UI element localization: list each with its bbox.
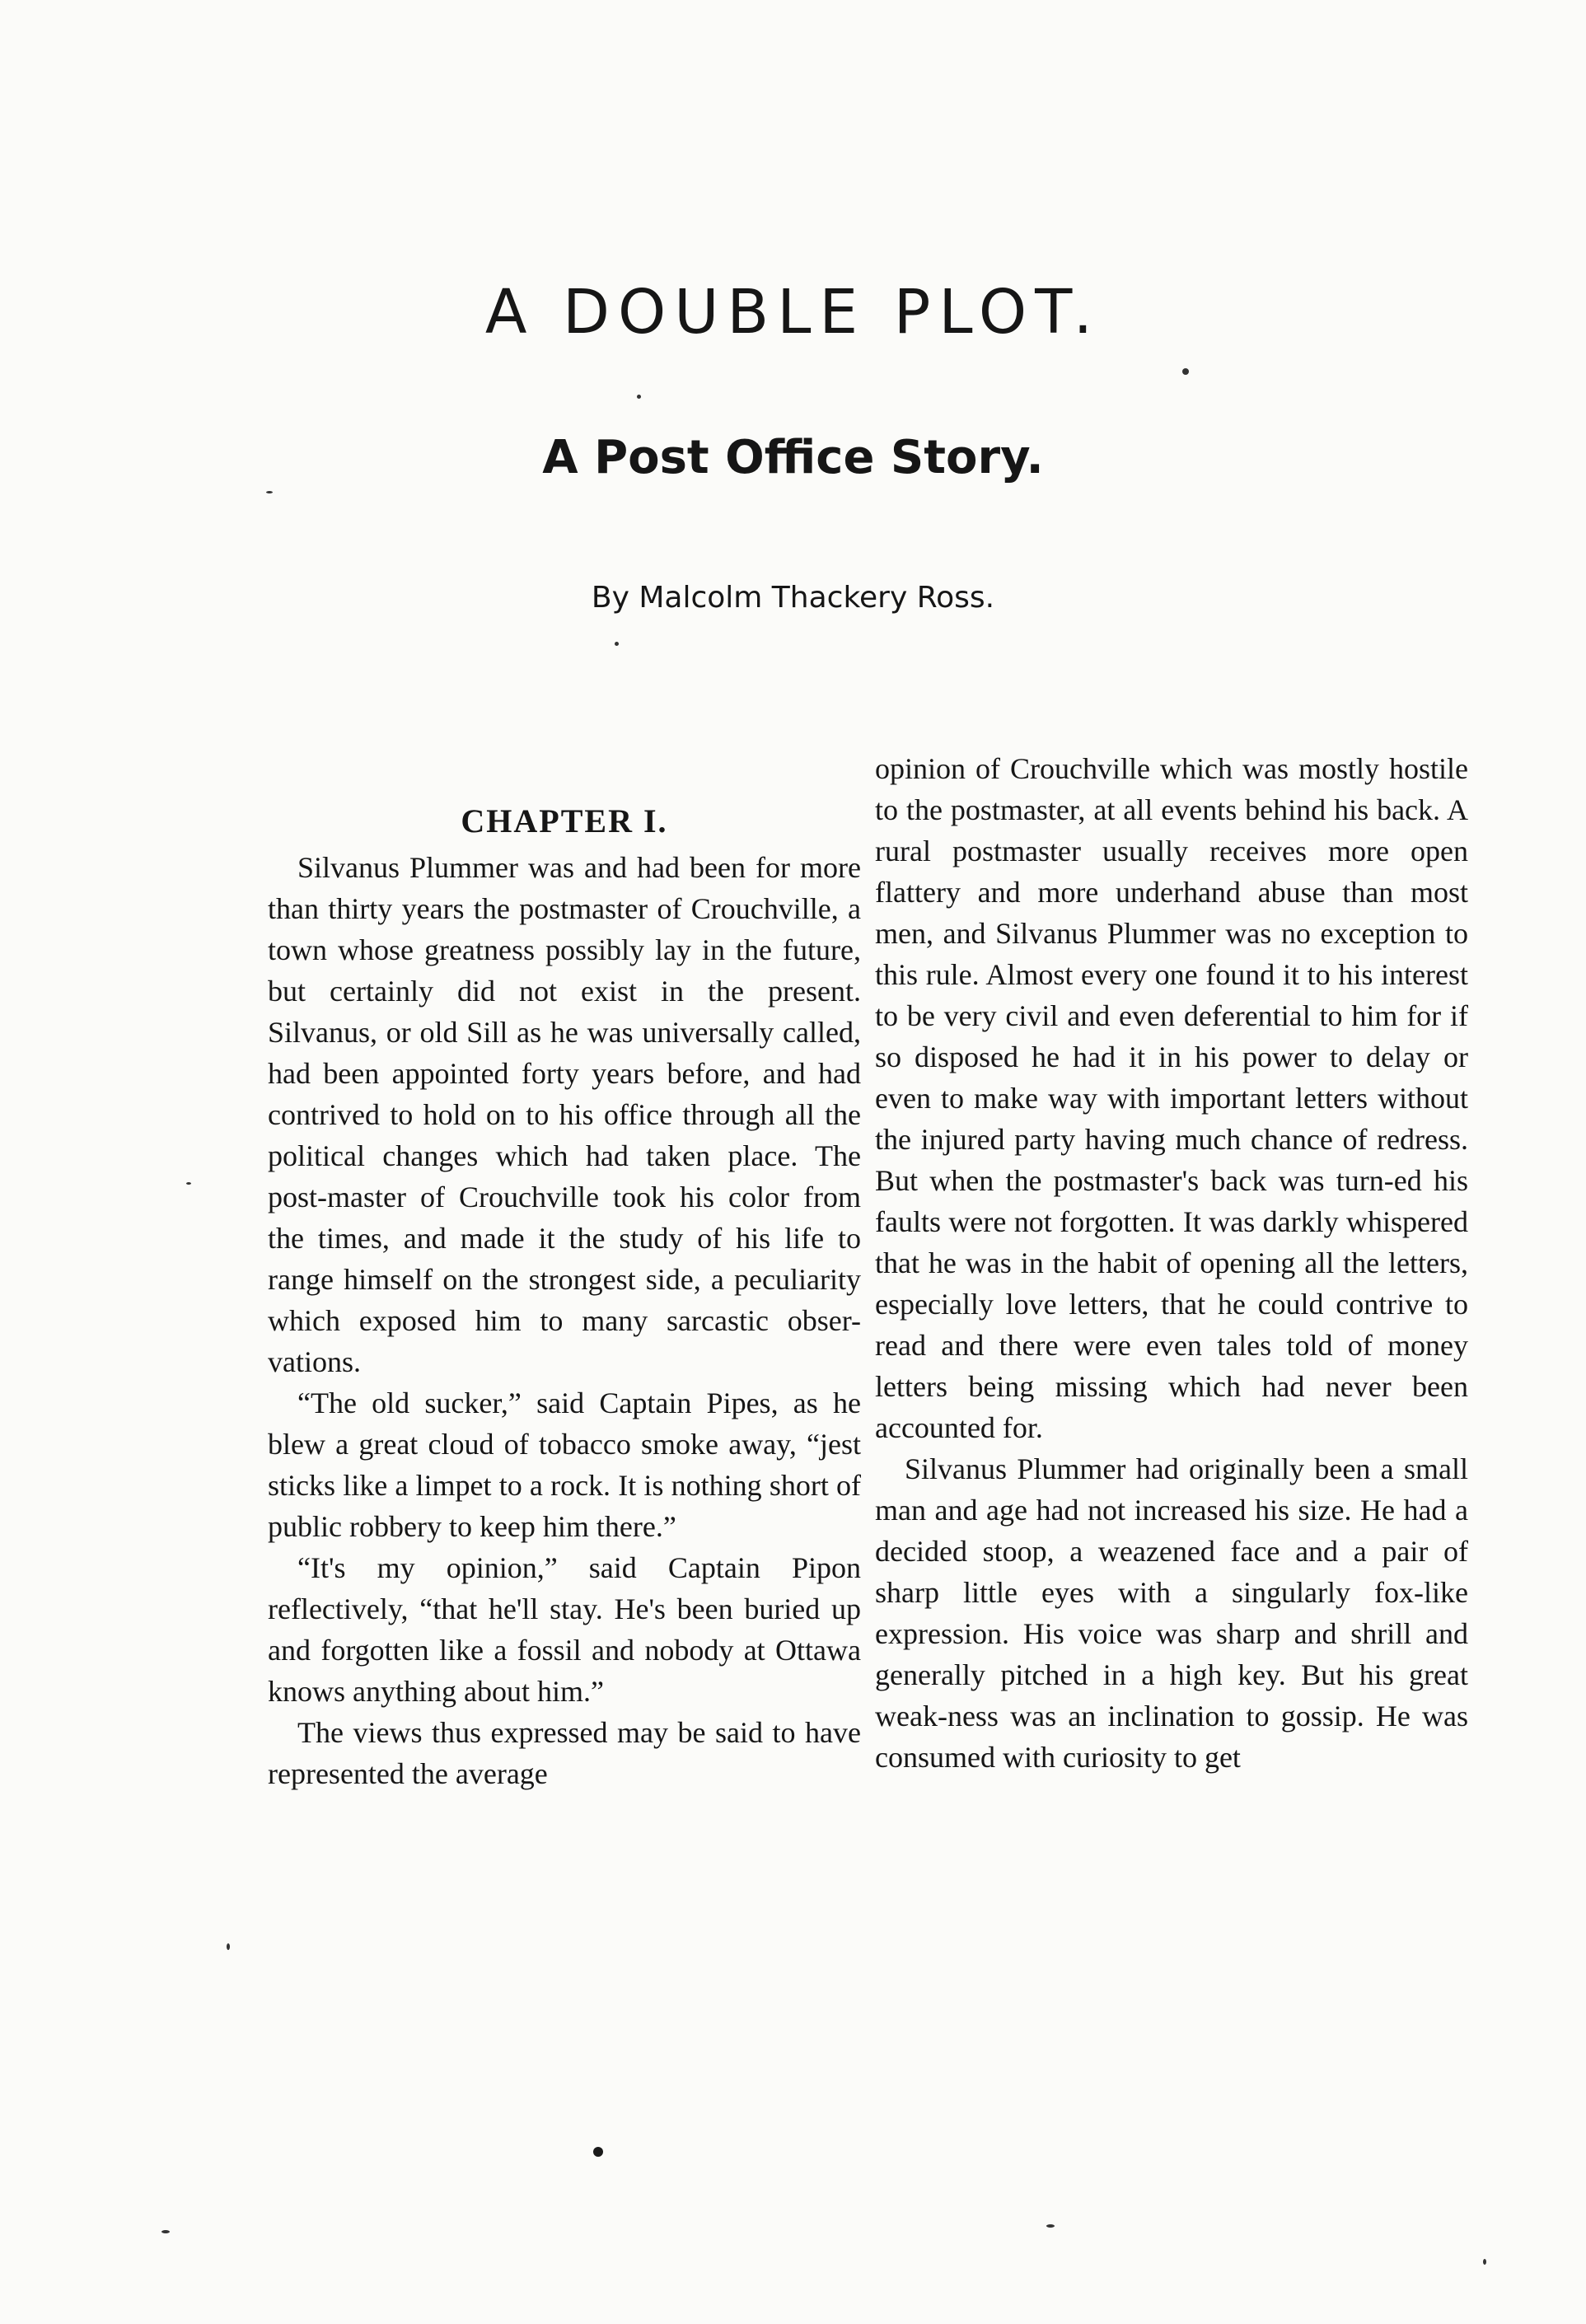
scan-speck (161, 2230, 170, 2233)
paragraph: “It's my opinion,” said Captain Pipon reflectively, “that he'll stay. He's been buried up and forgotten like a fossil and nobody at Ottawa knows anything about him.” (268, 1551, 861, 1708)
chapter-heading: CHAPTER I. (461, 802, 668, 839)
scan-speck (1046, 2224, 1055, 2228)
story-title: A DOUBLE PLOT. (484, 277, 1102, 348)
author-byline: By Malcolm Thackery Ross. (591, 581, 995, 615)
paragraph: The views thus expressed may be said to have represented the average (268, 1716, 861, 1790)
left-text-column (268, 801, 861, 1794)
scan-speck (615, 642, 619, 646)
page-ornament-dot (593, 2147, 603, 2157)
paragraph: opinion of Crouchville which was mostly hostile to the postmaster, at all events behind his back. A rural postmaster usually receives more open flattery and more underhand abuse than most men, and Silvanus Plummer was no exception to this rule. Almost every one found it to his interest to be very civil and even deferential to him for if so disposed he had it in his power to delay or even to make way with important letters without the injured party having much chance of redress. But when the postmaster's back was turn-ed his faults were not forgotten. It was darkly whispered that he was in the habit of opening all the letters, especially love letters, that he could contrive to read and there were even tales told of money letters being missing which had never been accounted for. (875, 752, 1468, 1444)
scan-speck (1483, 2259, 1486, 2265)
scan-speck (266, 491, 273, 493)
story-subtitle: A Post Office Story. (542, 431, 1044, 484)
paragraph: Silvanus Plummer was and had been for more than thirty years the postmaster of Crouchville, a town whose greatness possibly lay in the future, but certainly did not exist in the present. Silvanus, or old Sill as he was universally called, had been appointed forty years before, and had contrived to hold on to his office through all the political changes which had taken place. The post-master of Crouchville took his color from the times, and made it the study of his life to range himself on the strongest side, a peculiarity which exposed him to many sarcastic obser-vations. (268, 851, 861, 1378)
paragraph: “The old sucker,” said Captain Pipes, as he blew a great cloud of tobacco smoke away, “jest sticks like a limpet to a rock. It is nothing short of public robbery to keep him there.” (268, 1386, 861, 1543)
scan-speck (637, 395, 641, 399)
right-text-column (875, 748, 1468, 1778)
scan-speck (186, 1182, 191, 1185)
paragraph: Silvanus Plummer had originally been a small man and age had not increased his size. He had a decided stoop, a weazened face and a pair of sharp little eyes with a singularly fox-like expression. His voice was sharp and shrill and generally pitched in a high key. But his great weak-ness was an inclination to gossip. He was consumed with curiosity to get (875, 1452, 1468, 1774)
scan-speck (1182, 368, 1189, 375)
scan-speck (227, 1943, 230, 1950)
